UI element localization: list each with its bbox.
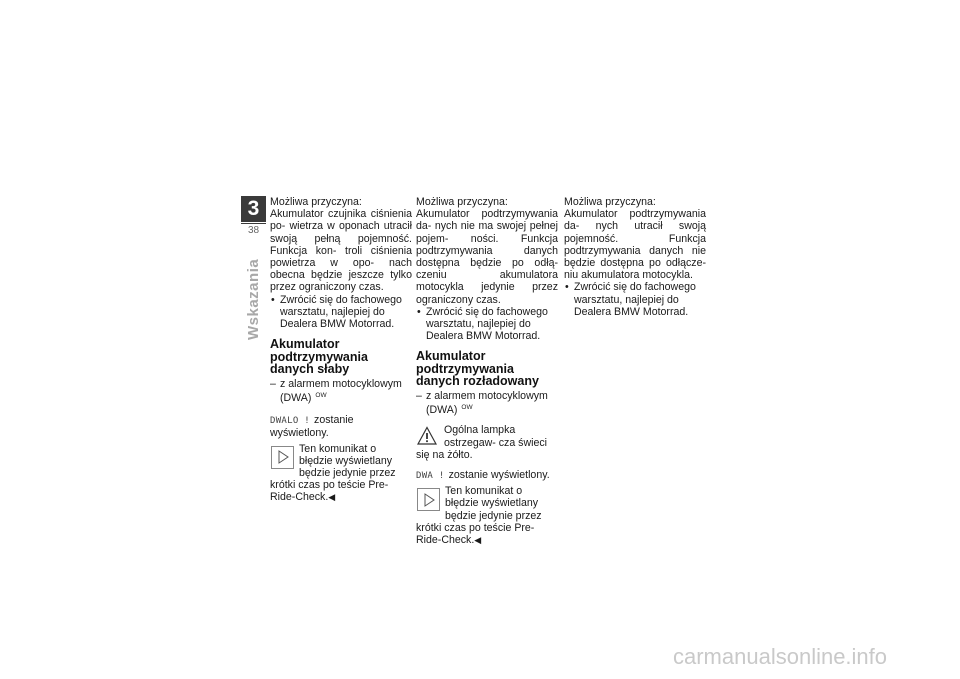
display-message bbox=[270, 414, 412, 439]
condition-item bbox=[416, 390, 558, 416]
option-code: OW bbox=[315, 391, 327, 399]
bullet-item bbox=[564, 281, 706, 318]
condition-text: z alarmem motocyklowym (DWA) bbox=[280, 377, 402, 404]
bullet-item bbox=[270, 294, 412, 331]
note-icon bbox=[417, 488, 440, 511]
bullet-icon: • bbox=[417, 305, 421, 318]
cause-text: Akumulator czujnika ciśnienia po- wietrza w oponach utracił swoją pełną pojemność. Funkcja kon- troli ciśnienia powietrza w opo- nach obecna będzie jeszcze tylko przez ograniczony czas. bbox=[270, 208, 412, 294]
bullet-item bbox=[416, 306, 558, 343]
display-code: DWA ! bbox=[416, 470, 445, 481]
display-text: zostanie wyświetlony. bbox=[270, 414, 354, 440]
bullet-text: Zwrócić się do fachowego warsztatu, najlepiej do Dealera BMW Motorrad. bbox=[280, 293, 402, 331]
bullet-text: Zwrócić się do fachowego warsztatu, najlepiej do Dealera BMW Motorrad. bbox=[426, 305, 548, 343]
note-text: Ten komunikat o błędzie wyświetlany będzie jedynie przez krótki czas po teście Pre- Ride-Check. bbox=[270, 442, 396, 504]
bullet-icon: • bbox=[271, 293, 275, 306]
display-code: DWALO ! bbox=[270, 416, 311, 427]
section-heading: Akumulator podtrzymywania danych rozładowany bbox=[416, 349, 539, 389]
section-heading: Akumulator podtrzymywania danych słaby bbox=[270, 337, 368, 377]
dash-icon: – bbox=[416, 389, 422, 402]
bullet-text: Zwrócić się do fachowego warsztatu, najlepiej do Dealera BMW Motorrad. bbox=[574, 281, 696, 318]
cause-label: Możliwa przyczyna: bbox=[564, 196, 656, 208]
end-marker-icon: ◀ bbox=[328, 492, 336, 503]
chapter-number: 3 bbox=[241, 196, 266, 222]
note-block bbox=[270, 443, 412, 504]
cause-label: Możliwa przyczyna: bbox=[270, 196, 362, 208]
warning-block bbox=[416, 424, 558, 461]
note-block bbox=[416, 485, 558, 546]
end-marker-icon: ◀ bbox=[474, 534, 482, 545]
cause-text: Akumulator podtrzymywania da- nych nie ma swojej pełnej pojem- ności. Funkcja podtrzymywania danych dostępna będzie po odłą- czeniu akumulatora motocykla jedynie przez ograniczony czas. bbox=[416, 208, 558, 306]
warning-triangle-icon bbox=[417, 426, 437, 446]
site-watermark: carmanualsonline.info bbox=[673, 644, 888, 669]
chapter-side-label: Wskazania bbox=[245, 258, 262, 340]
note-icon bbox=[271, 446, 294, 469]
condition-item bbox=[270, 378, 412, 404]
cause-text: Akumulator podtrzymywania da- nych utracił swoją pojemność. Funkcja podtrzymywania danych nie będzie dostępna po odłącze- niu akumulatora motocykla. bbox=[564, 208, 706, 282]
warning-text: Ogólna lampka ostrzegaw- cza świeci się na żółto. bbox=[416, 424, 548, 461]
dash-icon: – bbox=[270, 377, 276, 390]
column-1 bbox=[270, 196, 412, 504]
condition-text: z alarmem motocyklowym (DWA) bbox=[426, 389, 548, 417]
column-2 bbox=[416, 196, 558, 546]
option-code: OW bbox=[461, 404, 473, 412]
note-text: Ten komunikat o błędzie wyświetlany będzie jedynie przez krótki czas po teście Pre- Ride-Check. bbox=[416, 485, 542, 546]
page-number: 38 bbox=[247, 225, 260, 236]
bullet-icon: • bbox=[565, 281, 569, 294]
display-text: zostanie wyświetlony. bbox=[448, 468, 550, 481]
cause-label: Możliwa przyczyna: bbox=[416, 196, 508, 208]
column-3 bbox=[564, 196, 706, 318]
display-message bbox=[416, 469, 558, 482]
